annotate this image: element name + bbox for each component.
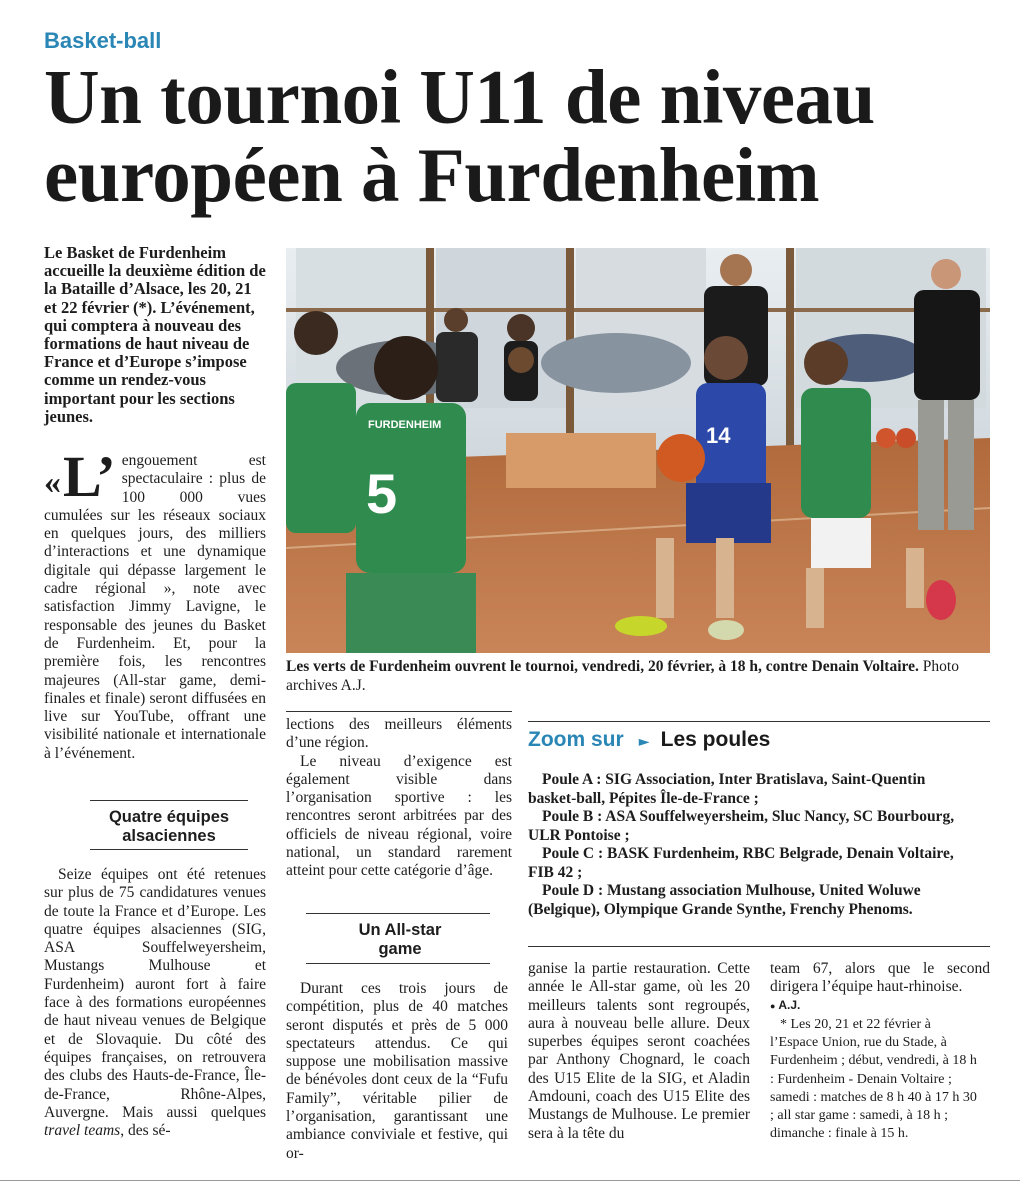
- paragraph-text: Le niveau d’exigence est également visible dans l’organisation sportive : les rencontres seront arbitrées par des officiels de niveau régional, voire national, un standard rarement atteint pour cette catégorie d’âge.: [286, 752, 512, 880]
- photo-caption: [286, 658, 990, 695]
- article-intro: [44, 444, 266, 763]
- headline-line-2: européen à Furdenheim: [44, 132, 820, 218]
- article-body-col1: [44, 866, 266, 1140]
- divider-rule: [306, 963, 490, 964]
- caption-text: Les verts de Furdenheim ouvrent le tournoi, vendredi, 20 février, à 18 h, contre Denain Voltaire.: [286, 658, 919, 675]
- divider-rule: [90, 849, 248, 850]
- poule-c: Poule C : BASK Furdenheim, RBC Belgrade, Denain Voltaire, FIB 42 ;: [528, 845, 954, 881]
- body-italic: travel teams: [44, 1122, 121, 1140]
- subhead-all-star: Un All-star game: [358, 921, 442, 958]
- continuation-text: lections des meilleurs éléments d’une région.: [286, 716, 512, 752]
- arrow-right-icon: ►: [638, 734, 650, 750]
- zoom-label: Zoom sur: [528, 728, 624, 751]
- photo-credit: Photo archives A.J.: [286, 658, 959, 694]
- drop-cap: [44, 444, 116, 509]
- poule-d: Poule D : Mustang association Mulhouse, United Woluwe (Belgique), Olympique Grande Synthe, Frenchy Phenoms.: [528, 882, 921, 918]
- jersey-number-14: 14: [706, 423, 731, 448]
- body-text-end: , des sé-: [120, 1122, 171, 1140]
- quote-mark: «: [44, 463, 61, 501]
- poules-list: [528, 771, 974, 919]
- article-lead: Le Basket de Furdenheim accueille la deuxième édition de la Bataille d’Alsace, les 20, 21 et 22 février (*). L’événement, qui comptera à nouveau des formations de haut niveau de France et d’Europe s’impose comme un rendez-vous important pour les sections jeunes.: [44, 243, 266, 426]
- article-headline: [44, 54, 984, 218]
- article-body-col3: ganise la partie restauration. Cette année le All-star game, où les 20 meilleurs talents sont regroupés, aura à nouveau belle allure. Deux superbes équipes seront coachées par Anthony Chognard, le coach des U15 Elite de la SIG, et Aladin Amdouni, coach des U15 Elite des Mustangs de Mulhouse. Le premier sera à la tête du: [528, 960, 750, 1142]
- jersey-number-5: 5: [366, 462, 398, 525]
- article-body-col4: team 67, alors que le second dirigera l’équipe haut-rhinoise.: [770, 960, 990, 996]
- basketball-photo: [286, 248, 990, 653]
- body-text: Seize équipes ont été retenues sur plus de 75 candidatures venues de toute la France et d’Europe. Les quatre équipes alsaciennes (SIG, ASA Souffelweyersheim, Mustangs Mulhouse et Furdenheim) auront fort à faire face à des formations européennes de haut niveau venues de Belgique et de Slovaquie. Du côté des équipes françaises, on retrouvera des clubs des Hauts-de-France, Île-de-France, Rhône-Alpes, Auvergne. Mais aussi quelques: [44, 866, 266, 1121]
- divider-rule: [90, 800, 248, 801]
- zoom-header: [528, 728, 990, 752]
- drop-cap-letter: L’: [63, 444, 116, 509]
- event-info: * Les 20, 21 et 22 février à l’Espace Union, rue du Stade, à Furdenheim ; début, vendredi, à 18 h : Furdenheim - Denain Voltaire ; samedi : matches de 8 h 40 à 17 h 30 ; all star game : samedi, à 18 h ; dimanche : finale à 15 h.: [770, 1017, 977, 1142]
- zoom-bottom-rule: [528, 946, 990, 947]
- author-signature: [770, 998, 800, 1012]
- page-bottom-rule: [0, 1180, 1020, 1181]
- divider-rule: [306, 913, 490, 914]
- jersey-text: FURDENHEIM: [368, 419, 442, 431]
- zoom-top-rule: [528, 721, 990, 722]
- subhead-quatre-equipes: Quatre équipes alsaciennes: [108, 808, 230, 845]
- author-name: A.J.: [778, 998, 801, 1012]
- zoom-topic: Les poules: [660, 728, 771, 751]
- headline-line-1: Un tournoi U11 de niveau: [44, 54, 875, 140]
- poule-a: Poule A : SIG Association, Inter Bratislava, Saint-Quentin basket-ball, Pépites Île-de-France ;: [528, 771, 926, 807]
- article-body-col2-b: Durant ces trois jours de compétition, plus de 40 matches seront disputés et près de 5 000 spectateurs attendus. Ce qui suppose une mobilisation massive de bénévoles dont ceux de la “Fufu Family”, véritable pilier de l’organisation, garantissant une ambiance conviviale et festive, qui or-: [286, 980, 508, 1162]
- article-photo: [286, 248, 990, 653]
- poule-b: Poule B : ASA Souffelweyersheim, Sluc Nancy, SC Bourbourg, ULR Pontoise ;: [528, 808, 955, 844]
- bullet-icon: ●: [770, 1001, 776, 1011]
- article-body-col2: [286, 716, 512, 881]
- intro-text: engouement est spectaculaire : plus de 100 000 vues cumulées sur les réseaux sociaux en quelques jours, des milliers d’interactions et une dynamique digitale qui dépasse largement le cadre régional », note avec satisfaction Jimmy Lavigne, le responsable des jeunes du Basket de Furdenheim. Et, pour la première fois, les rencontres majeures (All-star game, demi-finales et finale) seront diffusées en live sur YouTube, offrant une visibilité nationale et internationale à l’événement.: [44, 452, 266, 762]
- divider-rule: [286, 711, 512, 712]
- section-kicker: Basket-ball: [44, 28, 162, 53]
